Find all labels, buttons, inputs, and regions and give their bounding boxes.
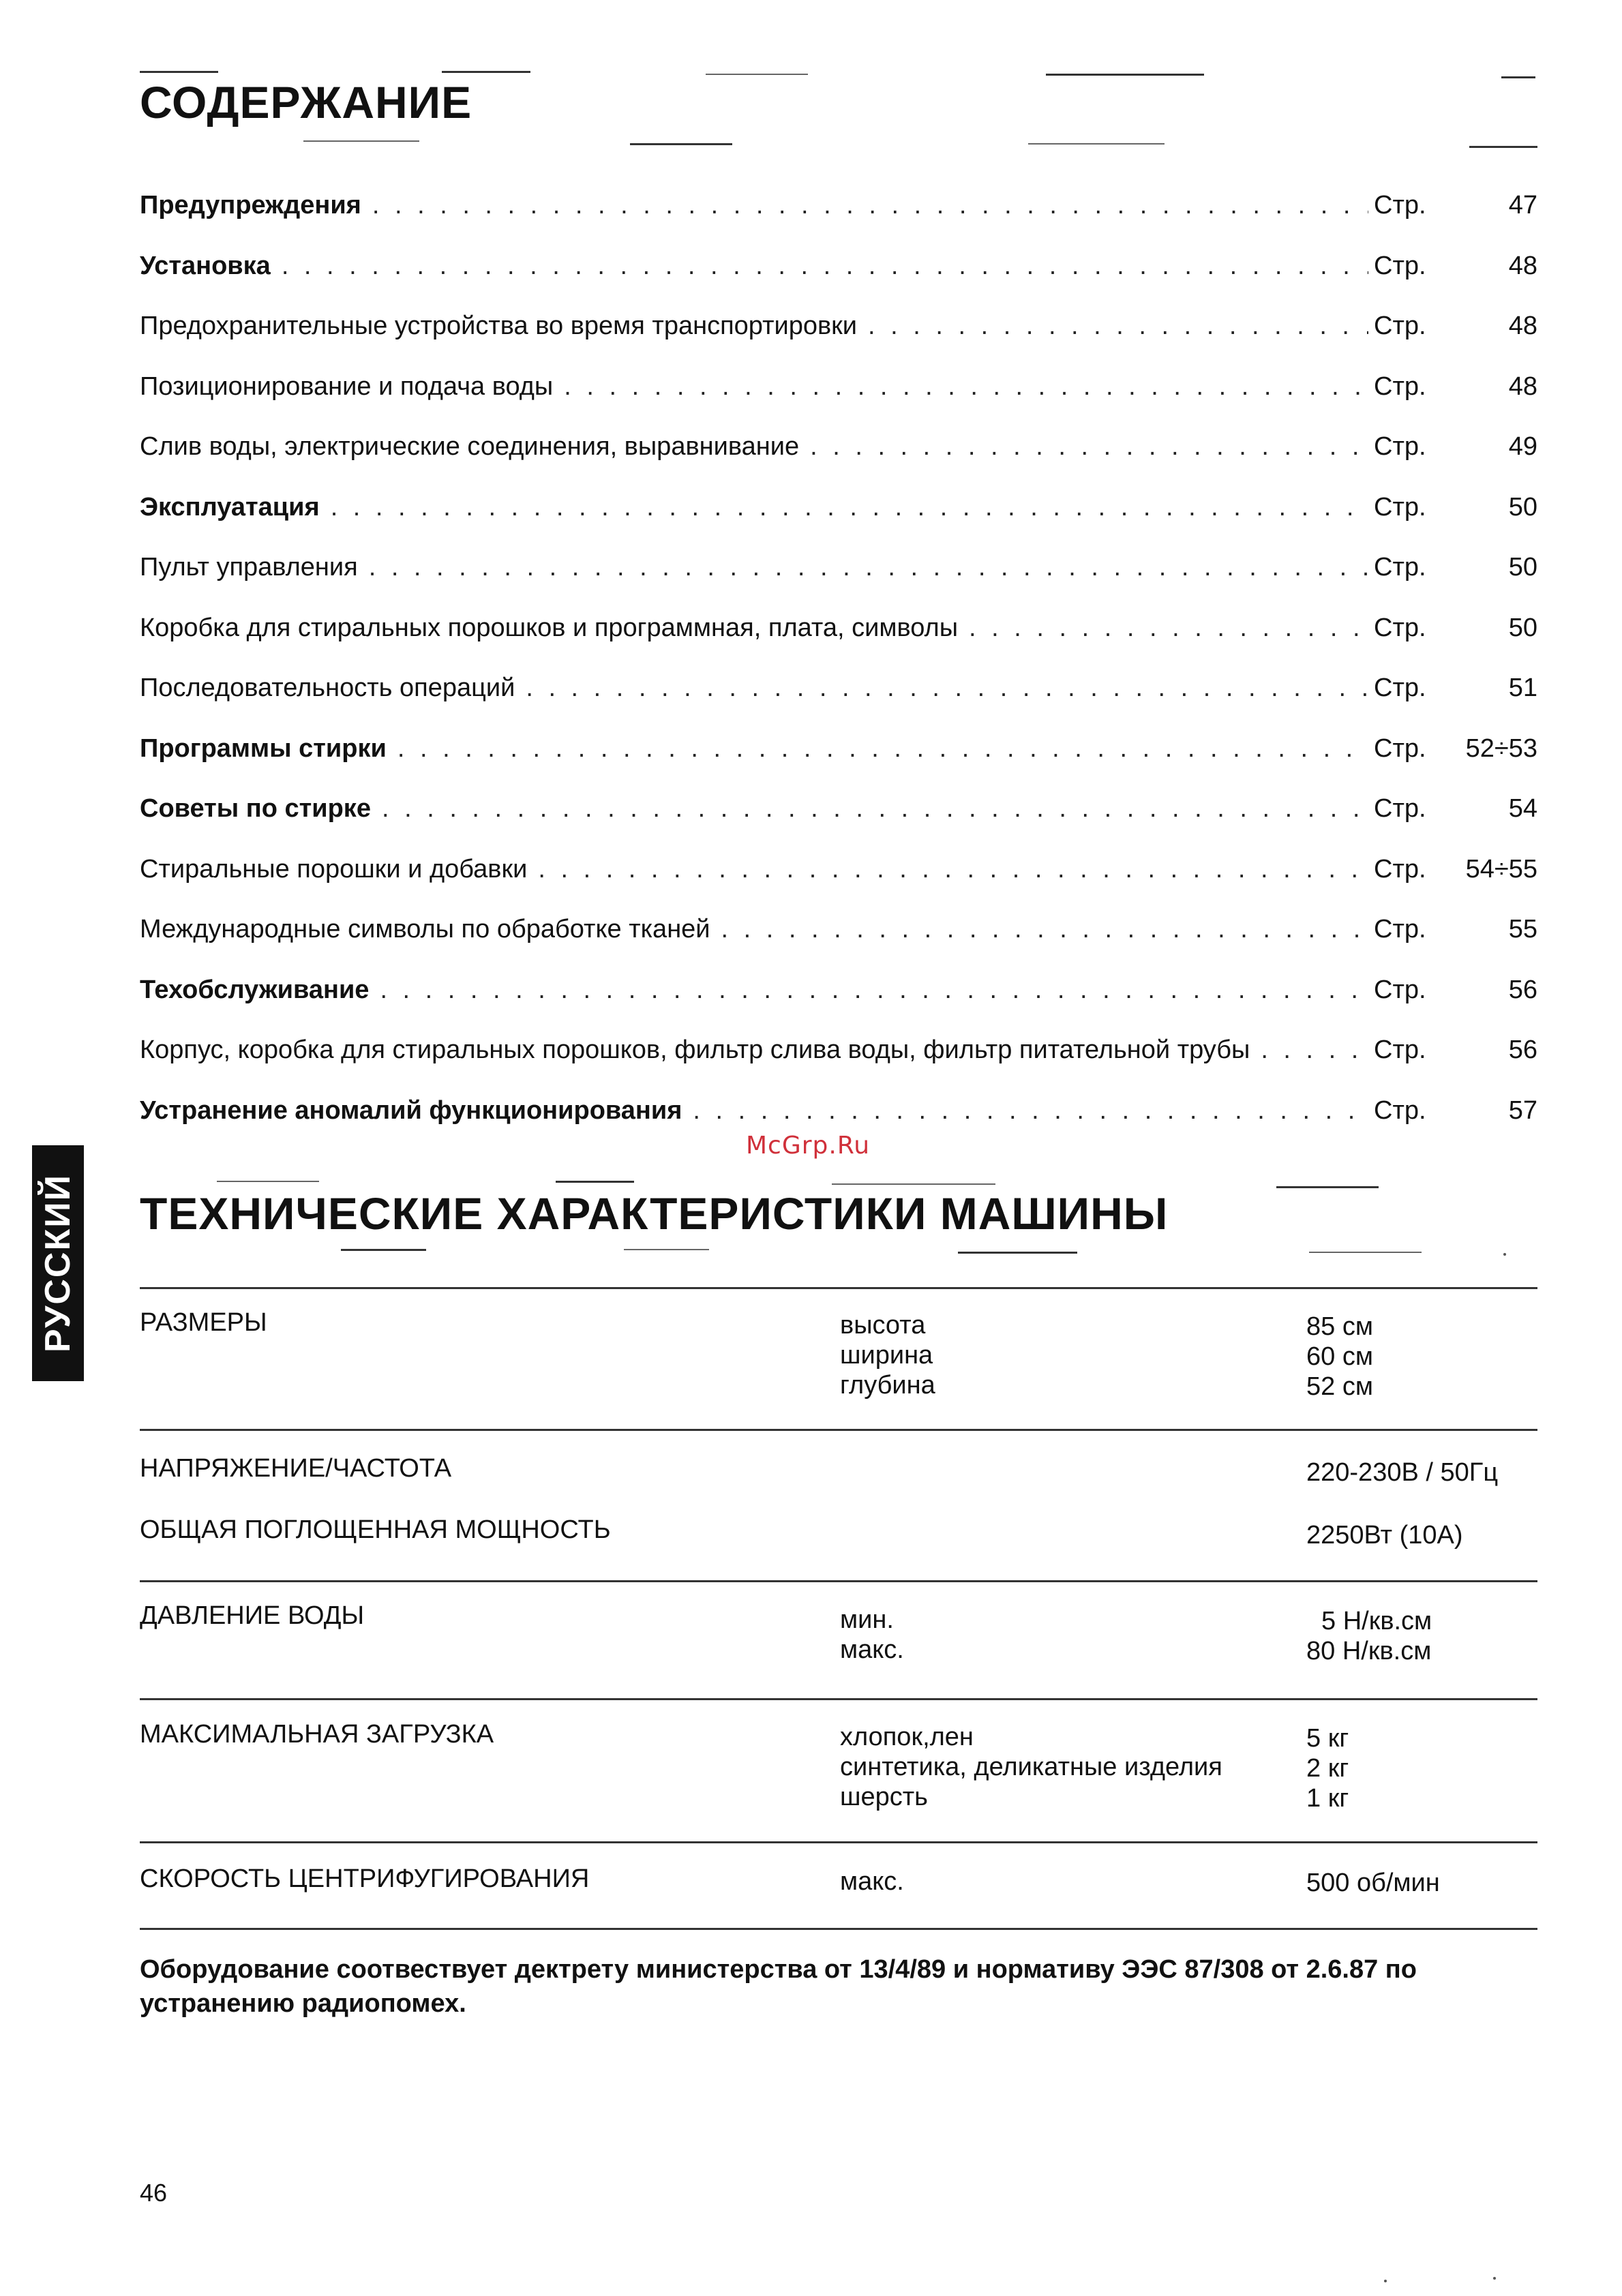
decor-rule	[958, 1252, 1077, 1254]
toc-entry-title: Программы стирки	[140, 736, 397, 761]
toc-page-prefix: Стр.	[1374, 794, 1426, 823]
decor-rule	[217, 1181, 319, 1182]
toc-page-number: 48	[1508, 251, 1537, 280]
toc-leader-dots	[538, 856, 1368, 882]
decor-rule	[140, 71, 218, 73]
decor-rule	[556, 1181, 634, 1183]
toc-leader-dots	[331, 494, 1368, 520]
toc-leader-dots	[397, 736, 1368, 761]
decor-speck	[1493, 2277, 1496, 2280]
toc-entry-title: Стиральные порошки и добавки	[140, 856, 538, 882]
contents-heading: СОДЕРЖАНИЕ	[140, 77, 472, 127]
toc-entry-title: Последовательность операций	[140, 675, 526, 701]
toc-page-number: 47	[1508, 191, 1537, 220]
toc-leader-dots	[810, 434, 1368, 459]
toc-page-prefix: Стр.	[1374, 1036, 1426, 1064]
decor-rule	[630, 143, 732, 145]
decor-rule	[1309, 1252, 1422, 1253]
spec-label-power: ОБЩАЯ ПОГЛОЩЕННАЯ МОЩНОСТЬ	[140, 1515, 611, 1544]
toc-entry-title: Слив воды, электрические соединения, выравнивание	[140, 434, 810, 459]
compliance-note: Оборудование соотвествует дектрету министерства от 13/4/89 и нормативу ЭЭС 87/308 от 2.6.87 по устранению радиопомех.	[140, 1955, 1417, 2018]
decor-speck	[1384, 2280, 1387, 2282]
toc-entry-title: Коробка для стиральных порошков и программная, плата, символы	[140, 615, 969, 641]
toc-page-number: 50	[1508, 553, 1537, 581]
toc-entry-title: Устранение аномалий функционирования	[140, 1098, 693, 1123]
toc-leader-dots	[369, 554, 1368, 580]
toc-leader-dots	[564, 374, 1368, 399]
toc-page-number: 55	[1508, 915, 1537, 943]
toc-entry	[140, 970, 1537, 1031]
toc-entry	[140, 185, 1537, 246]
toc-page-prefix: Стр.	[1374, 312, 1426, 340]
toc-page-number: 52÷53	[1465, 734, 1537, 763]
toc-entry	[140, 608, 1537, 669]
spec-value-voltage: 220-230В / 50Гц	[1306, 1458, 1499, 1487]
spec-value: 5 Н/кв.см	[1321, 1607, 1432, 1635]
spec-value: 60 см	[1306, 1342, 1373, 1371]
spec-value: 2 кг	[1306, 1754, 1349, 1783]
toc-page-prefix: Стр.	[1374, 674, 1426, 702]
decor-rule	[624, 1249, 709, 1250]
toc-page-prefix: Стр.	[1374, 492, 1426, 522]
toc-page-number: 56	[1508, 1036, 1537, 1064]
toc-page-prefix: Стр.	[1374, 975, 1426, 1004]
toc-entry-title: Советы по стирке	[140, 796, 382, 821]
specs-divider	[140, 1928, 1537, 1930]
toc-entry	[140, 306, 1537, 367]
toc-entry	[140, 1030, 1537, 1091]
toc-page-number: 54÷55	[1465, 854, 1537, 883]
spec-value-power: 2250Вт (10А)	[1306, 1521, 1463, 1550]
spec-name: хлопок,лен	[840, 1723, 974, 1751]
spec-value: 5 кг	[1306, 1724, 1349, 1753]
spec-value: 80 Н/кв.см	[1306, 1637, 1432, 1665]
toc-entry	[140, 729, 1537, 789]
toc-entry	[140, 789, 1537, 849]
spec-name: глубина	[840, 1371, 935, 1400]
toc-entry-title: Установка	[140, 253, 282, 279]
decor-rule	[341, 1249, 426, 1251]
toc-entry-title: Корпус, коробка для стиральных порошков, фильтр слива воды, фильтр питательной трубы	[140, 1037, 1261, 1063]
specs-divider	[140, 1580, 1537, 1582]
toc-entry-title: Техобслуживание	[140, 977, 380, 1003]
toc-leader-dots	[721, 916, 1368, 942]
spec-name: шерсть	[840, 1783, 928, 1811]
spec-label-spin-speed: СКОРОСТЬ ЦЕНТРИФУГИРОВАНИЯ	[140, 1864, 590, 1893]
toc-leader-dots	[282, 253, 1368, 279]
spec-value: 500 об/мин	[1306, 1869, 1440, 1897]
toc-leader-dots	[526, 675, 1368, 701]
specs-divider	[140, 1429, 1537, 1431]
toc-leader-dots	[382, 796, 1368, 821]
spec-name: синтетика, деликатные изделия	[840, 1753, 1222, 1781]
spec-label-max-load: МАКСИМАЛЬНАЯ ЗАГРУЗКА	[140, 1720, 494, 1749]
spec-value: 1 кг	[1306, 1784, 1349, 1813]
toc-page-prefix: Стр.	[1374, 432, 1426, 461]
toc-page-prefix: Стр.	[1374, 191, 1426, 220]
toc-entry	[140, 367, 1537, 427]
toc-entry	[140, 246, 1537, 307]
decor-rule	[1469, 146, 1537, 148]
toc-page-number: 48	[1508, 372, 1537, 401]
toc-entry	[140, 487, 1537, 548]
toc-entry-title: Эксплуатация	[140, 494, 331, 520]
watermark: McGrp.Ru	[746, 1132, 871, 1160]
page-number: 46	[140, 2179, 168, 2207]
decor-rule	[1501, 76, 1535, 78]
toc-entry	[140, 909, 1537, 970]
spec-name: мин.	[840, 1605, 894, 1634]
toc-page-number: 49	[1508, 432, 1537, 461]
decor-rule	[832, 1183, 995, 1185]
spec-value: 85 см	[1306, 1312, 1373, 1341]
spec-label-water-pressure: ДАВЛЕНИЕ ВОДЫ	[140, 1601, 365, 1630]
decor-rule	[303, 140, 419, 142]
toc-entry-title: Предупреждения	[140, 192, 372, 218]
table-of-contents	[140, 185, 1537, 1151]
decor-rule	[706, 74, 808, 75]
toc-page-number: 48	[1508, 312, 1537, 340]
toc-leader-dots	[868, 313, 1368, 339]
decor-rule	[1276, 1186, 1379, 1188]
spec-label-dimensions: РАЗМЕРЫ	[140, 1308, 267, 1337]
toc-page-prefix: Стр.	[1374, 372, 1426, 401]
decor-speck	[1503, 1253, 1506, 1256]
language-tab	[32, 1145, 84, 1381]
toc-page-prefix: Стр.	[1374, 854, 1426, 883]
toc-entry	[140, 668, 1537, 729]
toc-leader-dots	[693, 1098, 1368, 1123]
toc-entry	[140, 849, 1537, 910]
spec-name: макс.	[840, 1867, 904, 1896]
toc-entry-title: Предохранительные устройства во время транспортировки	[140, 313, 868, 339]
decor-rule	[442, 71, 530, 73]
toc-leader-dots	[969, 615, 1368, 641]
toc-leader-dots	[380, 977, 1368, 1003]
toc-page-number: 50	[1508, 492, 1537, 522]
spec-name: макс.	[840, 1635, 904, 1664]
toc-entry-title: Международные символы по обработке тканей	[140, 916, 721, 942]
toc-entry-title: Пульт управления	[140, 554, 369, 580]
specs-divider	[140, 1287, 1537, 1289]
language-tab-label: РУССКИЙ	[38, 1174, 78, 1353]
toc-page-number: 50	[1508, 613, 1537, 642]
toc-leader-dots	[1261, 1037, 1368, 1063]
toc-page-prefix: Стр.	[1374, 251, 1426, 280]
toc-page-number: 54	[1508, 794, 1537, 823]
toc-page-number: 51	[1508, 674, 1537, 702]
spec-name: ширина	[840, 1341, 933, 1370]
spec-value: 52 см	[1306, 1372, 1373, 1401]
specs-divider	[140, 1698, 1537, 1700]
decor-rule	[1046, 74, 1204, 76]
toc-entry	[140, 547, 1537, 608]
toc-entry-title: Позиционирование и подача воды	[140, 374, 564, 399]
spec-label-voltage: НАПРЯЖЕНИЕ/ЧАСТОТА	[140, 1454, 452, 1483]
decor-rule	[1028, 143, 1165, 145]
specs-divider	[140, 1841, 1537, 1843]
toc-page-prefix: Стр.	[1374, 613, 1426, 642]
toc-leader-dots	[372, 192, 1368, 218]
toc-entry	[140, 427, 1537, 487]
toc-page-prefix: Стр.	[1374, 734, 1426, 763]
toc-page-number: 56	[1508, 975, 1537, 1004]
toc-page-number: 57	[1508, 1096, 1537, 1125]
toc-page-prefix: Стр.	[1374, 915, 1426, 943]
toc-page-prefix: Стр.	[1374, 1096, 1426, 1125]
spec-name: высота	[840, 1311, 926, 1340]
toc-page-prefix: Стр.	[1374, 553, 1426, 581]
specs-heading: ТЕХНИЧЕСКИЕ ХАРАКТЕРИСТИКИ МАШИНЫ	[140, 1188, 1169, 1239]
